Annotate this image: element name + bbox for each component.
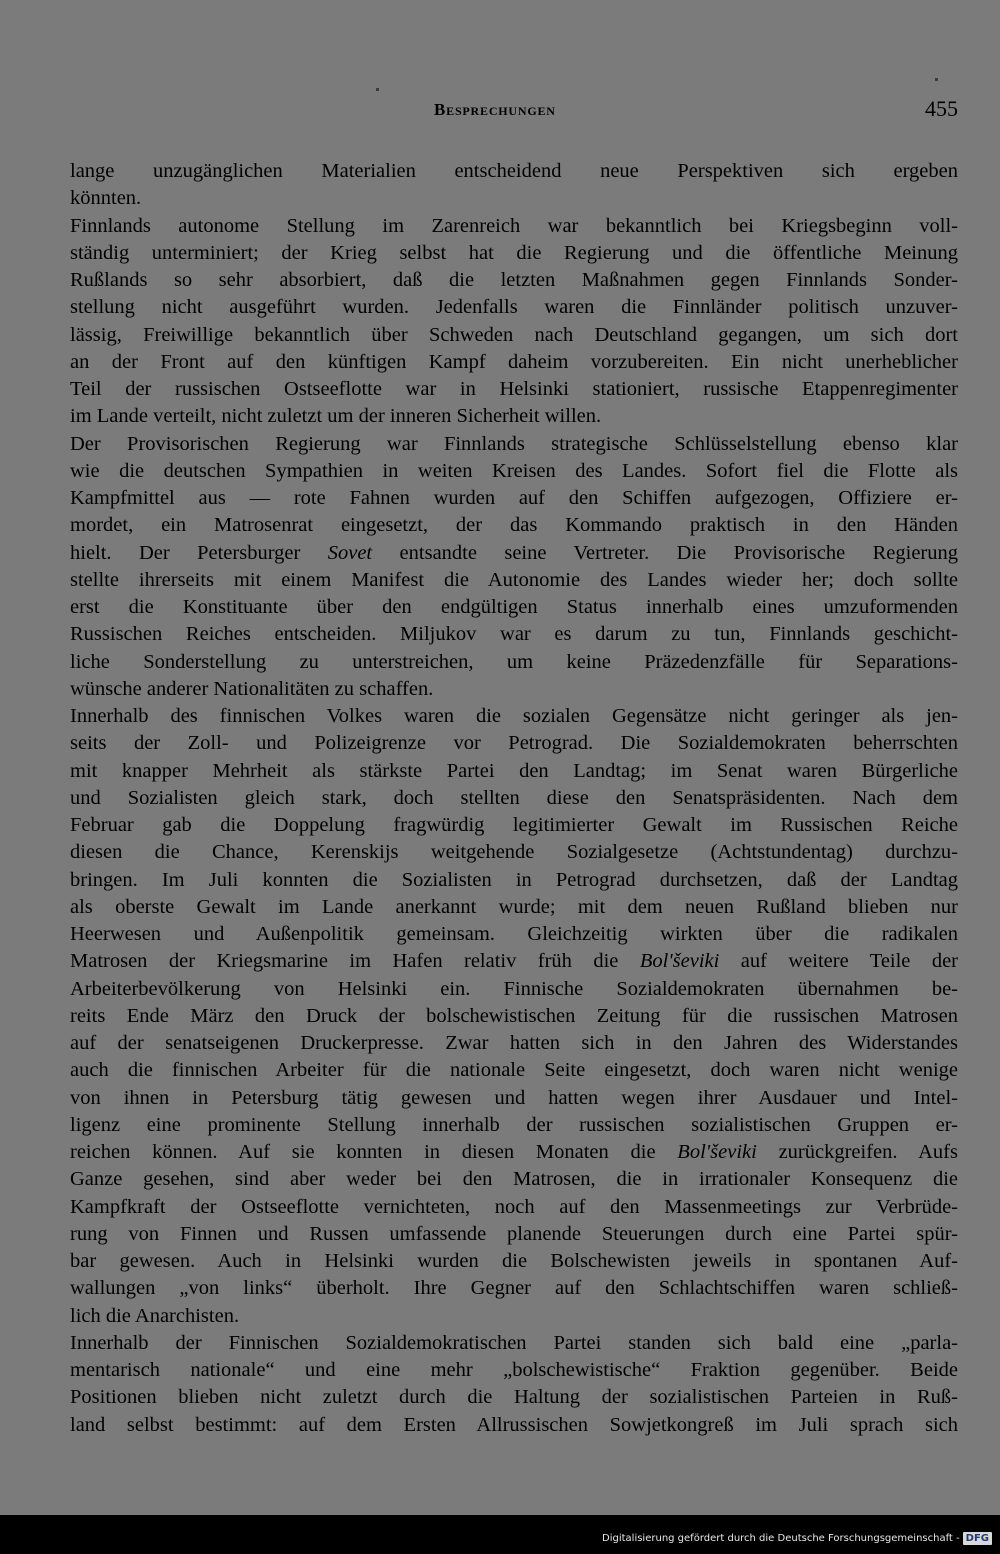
text-line [70, 376, 958, 403]
text-line [70, 1303, 958, 1330]
text-line-segment: lässig, Freiwillige bekanntlich über Schweden nach Deutschland gegangen, um sich dort [70, 323, 958, 346]
text-line [70, 812, 958, 839]
italic-term: Sovet [327, 541, 373, 564]
text-line [70, 185, 958, 212]
text-line [70, 240, 958, 267]
text-line [70, 703, 958, 730]
text-line [70, 349, 958, 376]
dfg-logo: DFG [963, 1532, 992, 1545]
text-line-segment: Rußlands so sehr absorbiert, daß die letzten Maßnahmen gegen Finnlands Sonder- [70, 269, 958, 291]
scan-speck [935, 78, 938, 81]
text-line-segment: bar gewesen. Auch in Helsinki wurden die Bolschewisten jeweils in spontanen Auf- [70, 1250, 958, 1272]
text-line-segment: Kampfkraft der Ostseeflotte vernichteten, noch auf den Massenmeetings zur Verbrüde- [70, 1195, 958, 1218]
text-line-segment: wallungen „von links“ überholt. Ihre Gegner auf den Schlachtschiffen waren schließ- [70, 1277, 958, 1300]
text-line-segment: Teil der russischen Ostseeflotte war in Helsinki stationiert, russische Etappenregimenter [70, 378, 958, 400]
text-line [70, 158, 958, 185]
text-line-segment: ligenz eine prominente Stellung innerhalb der russischen sozialistischen Gruppen er- [70, 1113, 958, 1136]
text-line [70, 785, 958, 812]
text-line [70, 621, 958, 648]
text-line-segment: reits Ende März den Druck der bolschewistischen Zeitung für die russischen Matrosen [70, 1004, 958, 1027]
text-line [70, 1194, 958, 1221]
italic-term: Bol'ševiki [639, 950, 720, 973]
text-line-segment: ständig unterminiert; der Krieg selbst hat die Regierung und die öffentliche Meinung [70, 241, 958, 264]
text-line-segment: könnten. [70, 187, 142, 210]
text-line-segment: erst die Konstituante über den endgültigen Status innerhalb eines umzuformenden [70, 596, 958, 618]
text-line [70, 839, 958, 866]
text-line [70, 1166, 958, 1193]
text-line [70, 294, 958, 321]
funding-note: Digitalisierung gefördert durch die Deutsche Forschungsgemeinschaft - [602, 1533, 960, 1544]
text-line [70, 730, 958, 757]
footer-credit [602, 1532, 992, 1545]
text-line-segment: diesen die Chance, Kerenskijs weitgehende Sozialgesetze (Achtstundentag) durchzu- [70, 841, 958, 864]
text-line [70, 322, 958, 349]
text-line [70, 213, 958, 240]
text-line [70, 403, 958, 430]
italic-term: Bol'ševiki [677, 1141, 757, 1163]
text-line [70, 431, 958, 458]
text-line [70, 485, 958, 512]
text-line [70, 1139, 958, 1166]
text-line [70, 1112, 958, 1139]
text-line-segment: stellte ihrerseits mit einem Manifest die Autonomie des Landes wieder her; doch sollte [70, 568, 958, 591]
text-line-segment: wie die deutschen Sympathien in weiten Kreisen des Landes. Sofort fiel die Flotte als [70, 459, 958, 482]
text-line-segment: bringen. Im Juli konnten die Sozialisten in Petrograd durchsetzen, daß der Landtag [70, 868, 958, 891]
text-line [70, 1384, 958, 1411]
text-line-segment: land selbst bestimmt: auf dem Ersten Allrussischen Sowjetkongreß im Juli sprach sich [70, 1413, 958, 1436]
text-line-segment: lich die Anarchisten. [70, 1304, 240, 1327]
text-line [70, 758, 958, 785]
body-text [70, 158, 958, 1439]
text-line-segment: rung von Finnen und Russen umfassende planende Steuerungen durch eine Partei spür- [70, 1222, 958, 1245]
text-line [70, 1330, 958, 1357]
text-line-segment: lange unzugänglichen Materialien entscheidend neue Perspektiven sich ergeben [70, 160, 958, 182]
text-line [70, 894, 958, 921]
text-line-segment: im Lande verteilt, nicht zuletzt um der inneren Sicherheit willen. [70, 405, 602, 428]
text-line-segment: auf weitere Teile der [719, 950, 959, 973]
text-line [70, 1030, 958, 1057]
text-line-segment: Matrosen der Kriegsmarine im Hafen relativ früh die [70, 950, 640, 973]
text-line [70, 1248, 958, 1275]
text-line-segment: auf der senatseigenen Druckerpresse. Zwar hatten sich in den Jahren des Widerstandes [70, 1032, 958, 1054]
text-line-segment: Arbeiterbevölkerung von Helsinki ein. Finnische Sozialdemokraten übernahmen be- [70, 977, 958, 1000]
text-line [70, 1412, 958, 1439]
text-line-segment: liche Sonderstellung zu unterstreichen, um keine Präzedenzfälle für Separations- [70, 650, 958, 673]
text-line-segment: seits der Zoll- und Polizeigrenze vor Petrograd. Die Sozialdemokraten beherrschten [70, 732, 958, 755]
text-line-segment: Ganze gesehen, sind aber weder bei den Matrosen, die in irrationaler Konsequenz die [70, 1168, 958, 1191]
text-line-segment: mit knapper Mehrheit als stärkste Partei den Landtag; im Senat waren Bürgerliche [70, 759, 958, 782]
text-line-segment: mordet, ein Matrosenrat eingesetzt, der das Kommando praktisch in den Händen [70, 514, 958, 537]
text-line [70, 1003, 958, 1030]
text-line [70, 649, 958, 676]
running-head [0, 96, 1000, 126]
text-line [70, 1275, 958, 1302]
text-line-segment: von ihnen in Petersburg tätig gewesen und hatten wegen ihrer Ausdauer und Intel- [70, 1086, 958, 1109]
text-line [70, 867, 958, 894]
text-line [70, 594, 958, 621]
text-line-segment: hielt. Der Petersburger [70, 541, 328, 564]
text-line-segment: Innerhalb der Finnischen Sozialdemokratischen Partei standen sich bald eine „parla- [70, 1331, 958, 1354]
text-line [70, 948, 958, 975]
text-line-segment: Finnlands autonome Stellung im Zarenreich war bekanntlich bei Kriegsbeginn voll- [70, 214, 958, 237]
text-line [70, 1357, 958, 1384]
text-line-segment: Februar gab die Doppelung fragwürdig legitimierter Gewalt im Russischen Reiche [70, 814, 958, 836]
text-line [70, 567, 958, 594]
scan-speck [376, 88, 379, 91]
text-line-segment: Heerwesen und Außenpolitik gemeinsam. Gleichzeitig wirkten über die radikalen [70, 923, 958, 945]
text-line [70, 921, 958, 948]
text-line [70, 1057, 958, 1084]
text-line-segment: zurückgreifen. Aufs [756, 1141, 958, 1163]
text-line-segment: und Sozialisten gleich stark, doch stellten diese den Senatspräsidenten. Nach dem [70, 786, 958, 809]
text-line-segment: stellung nicht ausgeführt wurden. Jedenfalls waren die Finnländer politisch unzuver- [70, 296, 958, 319]
running-title: Besprechungen [434, 100, 556, 119]
text-line-segment: entsandte seine Vertreter. Die Provisorische Regierung [372, 541, 958, 564]
text-line-segment: reichen können. Auf sie konnten in diesen Monaten die [70, 1141, 678, 1163]
text-line [70, 1085, 958, 1112]
text-line-segment: mentarisch nationale“ und eine mehr „bolschewistische“ Fraktion gegenüber. Beide [70, 1359, 958, 1381]
text-line-segment: wünsche anderer Nationalitäten zu schaffen. [70, 677, 434, 700]
text-line [70, 1221, 958, 1248]
text-line-segment: an der Front auf den künftigen Kampf daheim vorzubereiten. Ein nicht unerheblicher [70, 350, 958, 373]
text-line [70, 267, 958, 294]
page-number: 455 [925, 96, 958, 121]
text-line [70, 676, 958, 703]
text-line [70, 512, 958, 539]
text-line [70, 458, 958, 485]
text-line-segment: Der Provisorischen Regierung war Finnlands strategische Schlüsselstellung ebenso klar [70, 432, 958, 455]
text-line-segment: als oberste Gewalt im Lande anerkannt wurde; mit dem neuen Rußland blieben nur [70, 895, 958, 918]
text-line [70, 976, 958, 1003]
text-line-segment: Kampfmittel aus — rote Fahnen wurden auf den Schiffen aufgezogen, Offiziere er- [70, 487, 958, 509]
text-line-segment: Innerhalb des finnischen Volkes waren die sozialen Gegensätze nicht geringer als jen- [70, 705, 958, 727]
text-line-segment: auch die finnischen Arbeiter für die nationale Seite eingesetzt, doch waren nicht wenige [70, 1059, 958, 1082]
text-line-segment: Positionen blieben nicht zuletzt durch die Haltung der sozialistischen Parteien in Ruß- [70, 1386, 958, 1409]
text-line [70, 540, 958, 567]
text-line-segment: Russischen Reiches entscheiden. Miljukov war es darum zu tun, Finnlands geschicht- [70, 623, 958, 646]
